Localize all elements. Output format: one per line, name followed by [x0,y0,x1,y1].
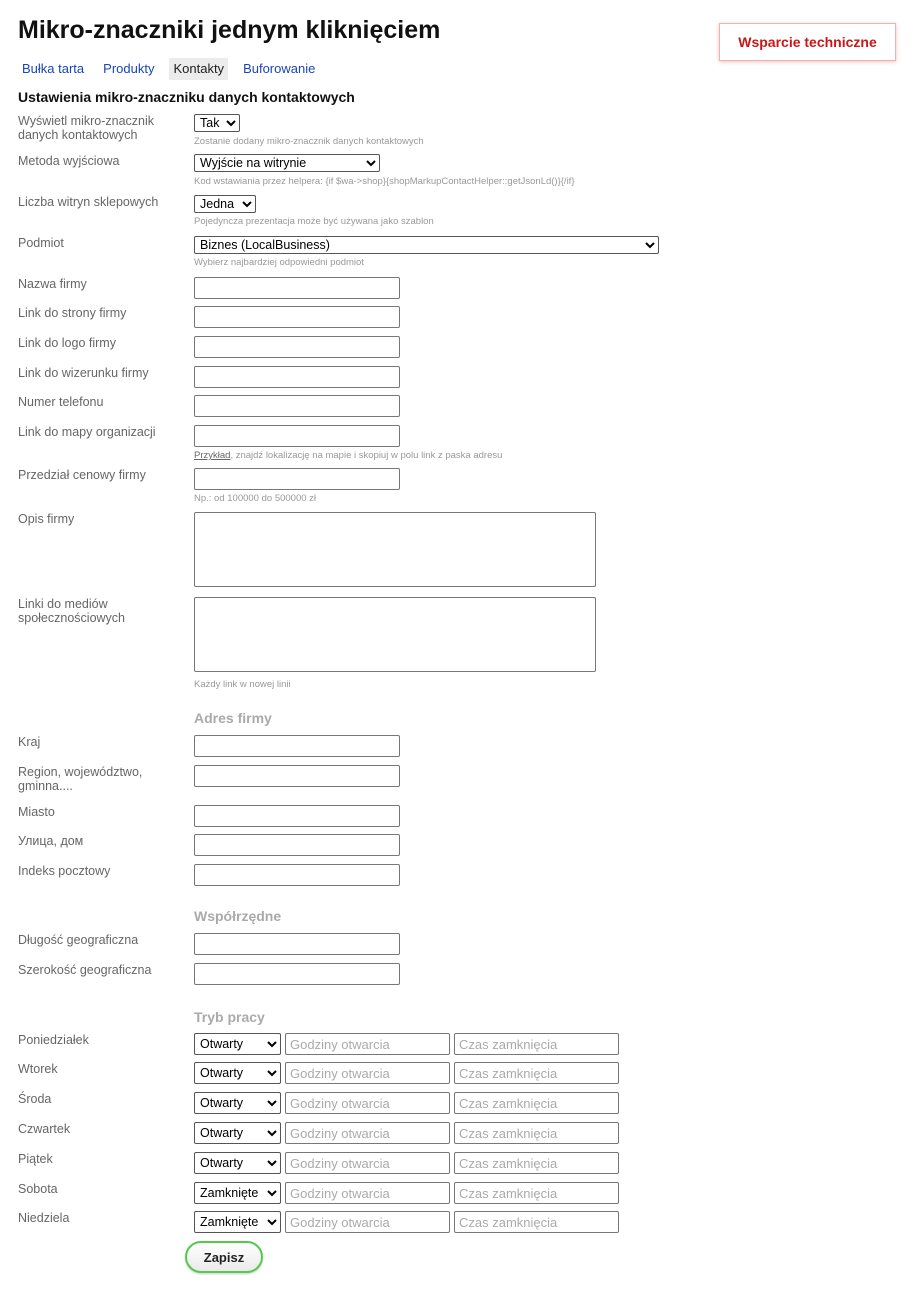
map-example-link[interactable]: Przykład [194,450,231,461]
company-logo-input[interactable] [194,336,400,358]
day-status-select[interactable] [194,1062,281,1084]
company-image-label: Link do wizerunku firmy [18,366,149,380]
postal-input[interactable] [194,864,400,886]
output-hint: Kod wstawiania przez helpera: {if $wa->shop}{shopMarkupContactHelper::getJsonLd()}{/if} [194,176,575,187]
hours-heading: Tryb pracy [194,1009,265,1025]
page-title: Mikro-znaczniki jednym kliknięciem [18,16,441,44]
price-input[interactable] [194,468,400,490]
closing-hours-input[interactable] [454,1122,619,1144]
day-label: Sobota [18,1182,58,1196]
map-hint [194,450,502,461]
display-hint: Zostanie dodany mikro-znacznik danych kontaktowych [194,136,424,147]
latitude-input[interactable] [194,963,400,985]
output-label: Metoda wyjściowa [18,154,120,168]
description-label: Opis firmy [18,512,75,526]
closing-hours-input[interactable] [454,1182,619,1204]
tab-products[interactable]: Produkty [103,61,155,76]
price-hint: Np.: od 100000 do 500000 zł [194,493,317,504]
company-image-input[interactable] [194,366,400,388]
company-name-label: Nazwa firmy [18,277,87,291]
closing-hours-input[interactable] [454,1092,619,1114]
tab-breadcrumbs[interactable]: Bułka tarta [22,61,85,76]
storefronts-label: Liczba witryn sklepowych [18,195,159,209]
company-logo-label: Link do logo firmy [18,336,116,350]
entity-select[interactable] [194,236,659,254]
save-button[interactable]: Zapisz [185,1241,263,1273]
day-status-select[interactable] [194,1182,281,1204]
display-label: Wyświetl mikro-znacznik danych kontaktowych [18,114,155,142]
day-label: Poniedziałek [18,1033,89,1047]
closing-hours-input[interactable] [454,1062,619,1084]
day-status-select[interactable] [194,1122,281,1144]
day-label: Wtorek [18,1062,58,1076]
tab-bar [18,58,330,80]
region-input[interactable] [194,765,400,787]
section-title: Ustawienia mikro-znaczniku danych kontaktowych [18,89,355,105]
description-textarea[interactable] [194,512,596,587]
city-label: Miasto [18,805,55,819]
opening-hours-input[interactable] [285,1122,450,1144]
opening-hours-input[interactable] [285,1092,450,1114]
storefronts-select[interactable] [194,195,256,213]
longitude-label: Długość geograficzna [18,933,139,947]
entity-hint: Wybierz najbardziej odpowiedni podmiot [194,257,364,268]
price-label: Przedział cenowy firmy [18,468,146,482]
longitude-input[interactable] [194,933,400,955]
day-label: Niedziela [18,1211,70,1225]
day-status-select[interactable] [194,1152,281,1174]
day-label: Czwartek [18,1122,71,1136]
storefronts-hint: Pojedyncza prezentacja może być używana jako szablon [194,216,434,227]
company-site-input[interactable] [194,306,400,328]
tab-caching[interactable]: Buforowanie [243,61,316,76]
map-hint-text: , znajdź lokalizację na mapie i skopiuj w polu link z paska adresu [230,450,503,461]
social-textarea[interactable] [194,597,596,672]
closing-hours-input[interactable] [454,1211,619,1233]
country-label: Kraj [18,735,41,749]
closing-hours-input[interactable] [454,1033,619,1055]
day-status-select[interactable] [194,1092,281,1114]
opening-hours-input[interactable] [285,1211,450,1233]
opening-hours-input[interactable] [285,1062,450,1084]
entity-label: Podmiot [18,236,64,250]
social-label: Linki do mediów społecznościowych [18,597,125,625]
street-label: Улица, дом [18,834,84,848]
phone-label: Numer telefonu [18,395,104,409]
postal-label: Indeks pocztowy [18,864,111,878]
opening-hours-input[interactable] [285,1152,450,1174]
support-button[interactable]: Wsparcie techniczne [719,23,896,61]
country-input[interactable] [194,735,400,757]
opening-hours-input[interactable] [285,1182,450,1204]
day-status-select[interactable] [194,1033,281,1055]
social-hint: Każdy link w nowej linii [194,679,291,690]
display-select[interactable] [194,114,240,132]
coords-heading: Współrzędne [194,908,282,924]
company-name-input[interactable] [194,277,400,299]
phone-input[interactable] [194,395,400,417]
latitude-label: Szerokość geograficzna [18,963,152,977]
output-select[interactable] [194,154,380,172]
city-input[interactable] [194,805,400,827]
closing-hours-input[interactable] [454,1152,619,1174]
company-site-label: Link do strony firmy [18,306,127,320]
region-label: Region, województwo, gminna.... [18,765,143,793]
tab-contacts[interactable]: Kontakty [169,58,228,80]
map-label: Link do mapy organizacji [18,425,156,439]
address-heading: Adres firmy [194,710,272,726]
map-input[interactable] [194,425,400,447]
opening-hours-input[interactable] [285,1033,450,1055]
day-label: Piątek [18,1152,53,1166]
street-input[interactable] [194,834,400,856]
day-status-select[interactable] [194,1211,281,1233]
day-label: Środa [18,1092,52,1106]
